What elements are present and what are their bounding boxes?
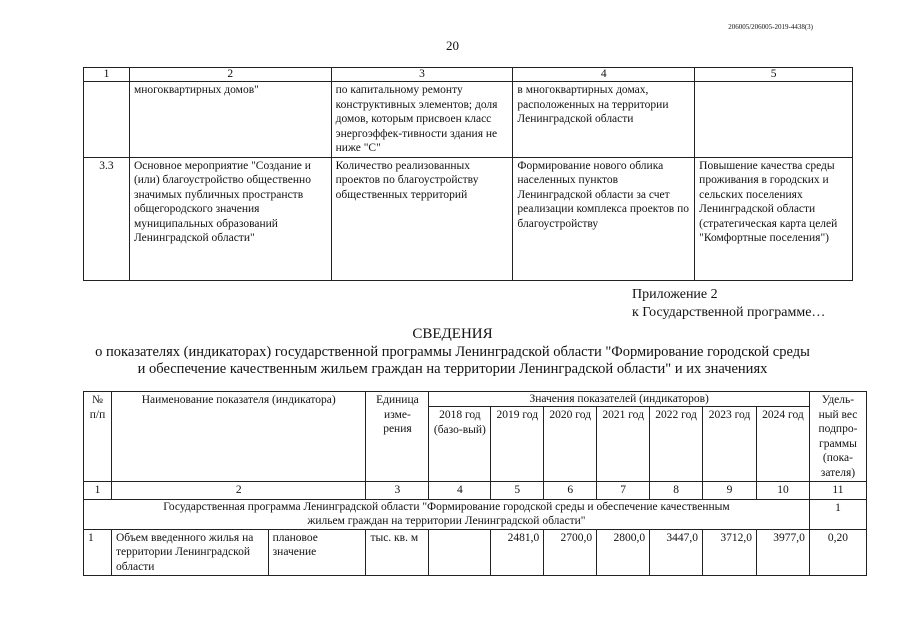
cell-indicator: по капитальному ремонту конструктивных элементов; доля домов, которым присвоен класс энергоэффек-тивности здания не ниже "С" [331,82,513,158]
col-number: 4 [513,68,695,82]
col-number: 4 [429,482,491,500]
cell-number [84,82,130,158]
header-year: 2019 год [491,407,544,482]
appendix-line: к Государственной программе… [632,305,826,320]
col-number: 2 [129,68,331,82]
cell-goal: Повышение качества среды проживания в городских и сельских поселениях Ленинградской области (стратегическая карта целей "Комфортные поселения") [695,157,853,280]
value-cell: 3447,0 [650,529,703,576]
subtitle-line: и обеспечение качественным жильем граждан на территории Ленинградской области" и их значениях [137,361,768,377]
table-row [84,157,853,280]
program-title: Государственная программа Ленинградской области "Формирование городской среды и обеспечение качественным жильем граждан на территории Ленинградской области" [84,499,810,529]
cell-goal [695,82,853,158]
header-year: 2023 год [703,407,757,482]
cell-measure: многоквартирных домов" [129,82,331,158]
col-number: 6 [544,482,597,500]
header-name: Наименование показателя (индикатора) [111,392,366,482]
header-year: 2024 год [756,407,809,482]
subtitle-line: о показателях (индикаторах) государственной программы Ленинградской области "Формирование городской среды [95,344,810,360]
header-num: № п/п [84,392,112,482]
col-number: 11 [809,482,866,500]
col-number: 7 [597,482,650,500]
header-year: 2018 год (базо-вый) [429,407,491,482]
value-cell: 2700,0 [544,529,597,576]
header-year: 2021 год [597,407,650,482]
header-unit: Единица изме-рения [366,392,429,482]
header-values-group: Значения показателей (индикаторов) [429,392,810,407]
indicators-table [83,391,867,576]
col-number: 5 [695,68,853,82]
appendix-caption [632,286,825,322]
section-subtitle [0,344,905,378]
value-cell: 2481,0 [491,529,544,576]
table-row [84,529,867,576]
header-year: 2022 год [650,407,703,482]
table-header-row [84,68,853,82]
column-number-row [84,482,867,500]
page-number: 20 [446,38,459,53]
program-weight: 1 [809,499,866,529]
value-cell: 3712,0 [703,529,757,576]
unit: тыс. кв. м [366,529,429,576]
header-weight: Удель-ный вес подпро-граммы (пока-зателя) [809,392,866,482]
value-cell: 2800,0 [597,529,650,576]
col-number: 8 [650,482,703,500]
col-number: 5 [491,482,544,500]
col-number: 9 [703,482,757,500]
row-number: 1 [84,529,112,576]
value-type: плановое значение [268,529,366,576]
table-header-row [84,392,867,407]
col-number: 3 [331,68,513,82]
indicator-name: Объем введенного жилья на территории Ленинградской области [111,529,268,576]
cell-result: Формирование нового облика населенных пунктов Ленинградской области за счет реализации комплекса проектов по благоустройству [513,157,695,280]
weight-cell: 0,20 [809,529,866,576]
col-number: 10 [756,482,809,500]
table-row [84,82,853,158]
value-cell [429,529,491,576]
header-year: 2020 год [544,407,597,482]
section-title: СВЕДЕНИЯ [412,326,493,342]
col-number: 1 [84,482,112,500]
col-number: 3 [366,482,429,500]
value-cell: 3977,0 [756,529,809,576]
program-row [84,499,867,529]
col-number: 2 [111,482,366,500]
cell-indicator: Количество реализованных проектов по благоустройству общественных территорий [331,157,513,280]
cell-measure: Основное мероприятие "Создание и (или) благоустройство общественно значимых публичных пространств общегородского значения муниципальных образований Ленинградской области" [129,157,331,280]
measures-table [83,67,853,281]
cell-number: 3.3 [84,157,130,280]
col-number: 1 [84,68,130,82]
appendix-line: Приложение 2 [632,287,718,302]
cell-result: в многоквартирных домах, расположенных на территории Ленинградской области [513,82,695,158]
document-code: 206005/206005-2019-4438(3) [728,23,813,31]
